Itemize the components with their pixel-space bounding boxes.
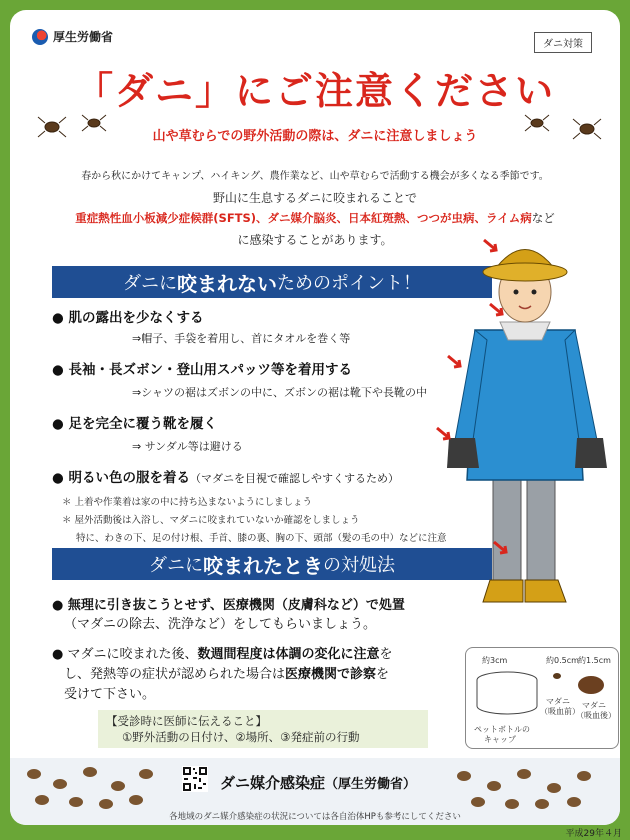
ministry-name: 厚生労働省	[53, 30, 114, 44]
prevention-note: 特に、わきの下、足の付け根、手首、膝の裏、胸の下、頭部（髪の毛の中）などに注意	[76, 533, 447, 544]
footer-brand: ダニ媒介感染症（厚生労働省）	[220, 774, 417, 792]
tick-fed-icon	[574, 674, 608, 696]
poster-panel	[10, 10, 620, 825]
arrow-pointer-icon	[435, 426, 451, 442]
info-title: 【受診時に医師に伝えること】	[106, 714, 267, 728]
arrow-pointer-icon	[492, 540, 508, 556]
disease-list: 重症熱性血小板減少症候群(SFTS)、ダニ媒介脳炎、日本紅斑熱、つつが虫病、ライム病など	[75, 211, 555, 225]
intro-cause: 野山に生息するダニに咬まれることで	[212, 191, 417, 205]
protected-person-illustration	[435, 230, 620, 635]
prevention-point: ● 肌の露出を少なくする	[52, 310, 204, 326]
page-subtitle: 山や草むらでの野外活動の際は、ダニに注意しましょう	[152, 129, 478, 144]
arrow-pointer-icon	[488, 302, 504, 318]
intro-infection: に感染することがあります。	[237, 233, 393, 247]
arrow-pointer-icon	[482, 238, 498, 254]
prevention-point: ● 長袖・長ズボン・登山用スパッツ等を着用する	[52, 362, 352, 378]
doctor-info-box	[98, 710, 428, 748]
qr-code-icon[interactable]	[182, 766, 208, 792]
prevention-note: ＊ 屋外活動後は入浴し、マダニに咬まれていないか確認をしましょう	[62, 515, 360, 526]
arrow-pointer-icon	[446, 354, 462, 370]
publish-date: 平成29年４月	[565, 829, 622, 839]
footer-note: 各地域のダニ媒介感染症の状況については各自治体HPも参考にしてください	[169, 812, 461, 822]
prevention-banner: ダニに 咬まれない ためのポイント！	[52, 266, 492, 298]
ministry-logo	[32, 28, 113, 45]
page-title: 「ダニ」にご注意ください	[74, 69, 555, 113]
ministry-emblem-icon	[32, 29, 48, 45]
prevention-detail: ⇒ サンダル等は避ける	[132, 440, 243, 453]
prevention-note: ＊ 上着や作業着は家の中に持ち込まないようにしましょう	[62, 497, 313, 508]
prevention-point: ● 明るい色の服を着る（マダニを目視で確認しやすくするため）	[52, 470, 399, 486]
bottle-cap-icon	[472, 668, 542, 720]
intro-season: 春から秋にかけてキャンプ、ハイキング、農作業など、山や草むらで活動する機会が多くなる季節です。	[81, 171, 549, 182]
treatment-banner: ダニに 咬まれたとき の対処法	[52, 548, 492, 580]
topic-tag: ダニ対策	[534, 32, 592, 53]
info-body: ①野外活動の日付け、②場所、③発症前の行動	[122, 730, 360, 744]
prevention-detail: ⇒シャツの裾はズボンの中に、ズボンの裾は靴下や長靴の中	[132, 386, 427, 399]
treatment-step: ● 無理に引き抜こうとせず、医療機関（皮膚科など）で処置	[52, 598, 405, 613]
treatment-step-detail: し、発熱等の症状が認められた場合は医療機関で診察を	[64, 667, 390, 682]
treatment-step-detail: （マダニの除去、洗浄など）をしてもらいましょう。	[64, 617, 377, 632]
prevention-detail: ⇒帽子、手袋を着用し、首にタオルを巻く等	[132, 332, 351, 345]
tick-size-comparison: 約3cm 約0.5cm 約1.5cm ペットボトルの キャップ マダニ （吸血前） マダニ （吸血後）	[465, 647, 619, 749]
tick-unfed-icon	[550, 670, 564, 682]
prevention-point: ● 足を完全に覆う靴を履く	[52, 416, 217, 432]
tick-cluster-illustration-icon	[450, 762, 610, 812]
tick-cluster-illustration-icon	[20, 762, 170, 812]
treatment-step-detail: 受けて下さい。	[64, 687, 156, 702]
treatment-step: ● マダニに咬まれた後、数週間程度は体調の変化に注意を	[52, 647, 393, 662]
